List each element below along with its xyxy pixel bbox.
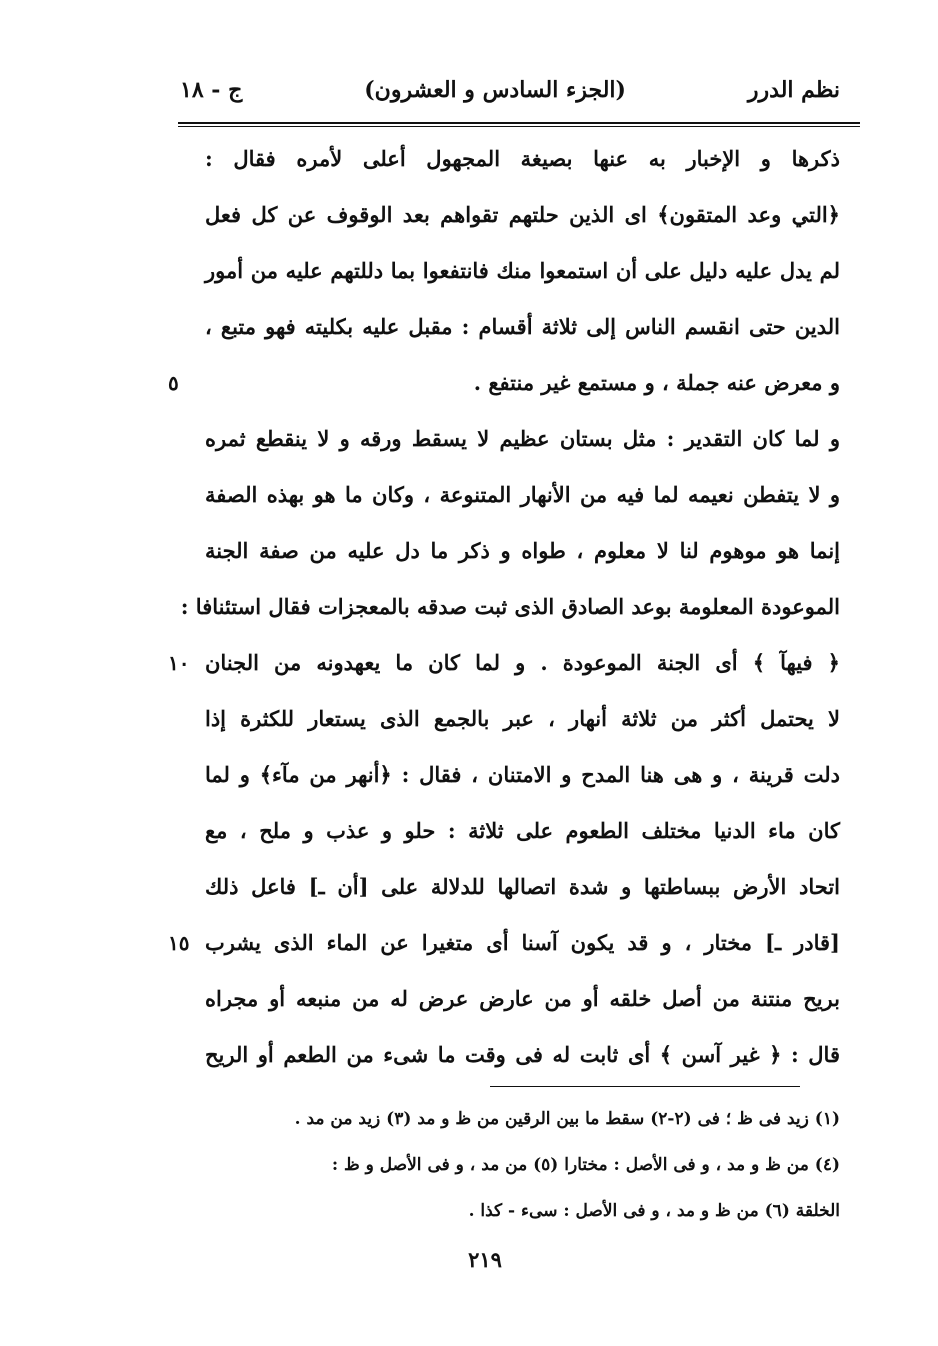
page-number: ٢١٩	[468, 1247, 502, 1272]
header-divider	[178, 122, 860, 127]
text-line: ﴿ فيهآ ﴾ أى الجنة الموعودة . و لما كان ما يعهدونه من الجنان	[205, 650, 840, 675]
footnote-line: (١) زيد فى ظ ؛ فى (٢-٢) سقط ما بين الرقين من ظ و مد (٣) زيد من مد .	[294, 1109, 840, 1129]
line-number-5: ٥	[168, 371, 179, 395]
line-number-15: ١٥	[168, 931, 190, 955]
text-line: إنما هو موهوم لنا لا معلوم ، طواه و ذكر ما دل عليه من صفة الجنة	[205, 538, 840, 563]
text-line: و معرض عنه جملة ، و مستمع غير منتفع .	[473, 370, 840, 395]
text-line: ذكرها و الإخبار به عنها بصيغة المجهول أعلى لأمره فقال :	[205, 146, 840, 171]
book-title: نظم الدرر	[747, 77, 840, 103]
text-line: ﴿التي وعد المتقون﴾ اى الذين حلتهم تقواهم بعد الوقوف عن كل فعل	[205, 202, 840, 227]
text-line: و لا يتفطن نعيمه لما فيه من الأنهار المتنوعة ، وكان ما هو بهذه الصفة	[205, 482, 840, 507]
part-title: (الجزء السادس و العشرون)	[364, 77, 626, 103]
text-line: لم يدل عليه دليل على أن استمعوا منك فانتفعوا بما دللتهم عليه من أمور	[205, 258, 840, 283]
footnote-line: (٤) من ظ و مد ، و فى الأصل : مختارا (٥) من مد ، و فى الأصل و ظ :	[331, 1155, 840, 1175]
running-header	[180, 70, 840, 110]
text-line: دلت قرينة ، و هى هنا المدح و الامتنان ، فقال : ﴿أنهر من مآء﴾ و لما	[205, 762, 840, 787]
line-number-10: ١٠	[168, 651, 190, 675]
text-line: لا يحتمل أكثر من ثلاثة أنهار ، عبر بالجمع الذى يستعار للكثرة إذا	[205, 706, 840, 731]
text-line: [قادر ـ] مختار ، و قد يكون آسنا أى متغيرا عن الماء الذى يشرب	[205, 930, 840, 955]
text-line: كان ماء الدنيا مختلف الطعوم على ثلاثة : حلو و عذب و ملح ، مع	[205, 818, 840, 843]
text-line: اتحاد الأرض ببساطتها و شدة اتصالها للدلالة على [أن ـ] فاعل ذلك	[205, 874, 840, 899]
text-line: الموعودة المعلومة بوعد الصادق الذى ثبت صدقه بالمعجزات فقال استئنافا :	[180, 594, 840, 619]
text-line: و لما كان التقدير : مثل بستان عظيم لا يسقط ورقه و لا ينقطع ثمره	[205, 426, 840, 451]
text-line: قال : ﴿ غير آسن ﴾ أى ثابت له فى وقت ما شىء من الطعم أو الريح	[205, 1042, 840, 1067]
text-line: بريح منتنة من أصل خلقه أو من عارض عرض له من منبعه أو مجراه	[205, 986, 840, 1011]
footnote-line: الخلقة (٦) من ظ و مد ، و فى الأصل : سىء - كذا .	[468, 1201, 840, 1221]
volume-reference: ج - ١٨	[180, 77, 243, 103]
text-line: الدين حتى انقسم الناس إلى ثلاثة أقسام : مقبل عليه بكليته فهو متبع ،	[205, 314, 840, 339]
footnote-divider	[490, 1086, 800, 1087]
